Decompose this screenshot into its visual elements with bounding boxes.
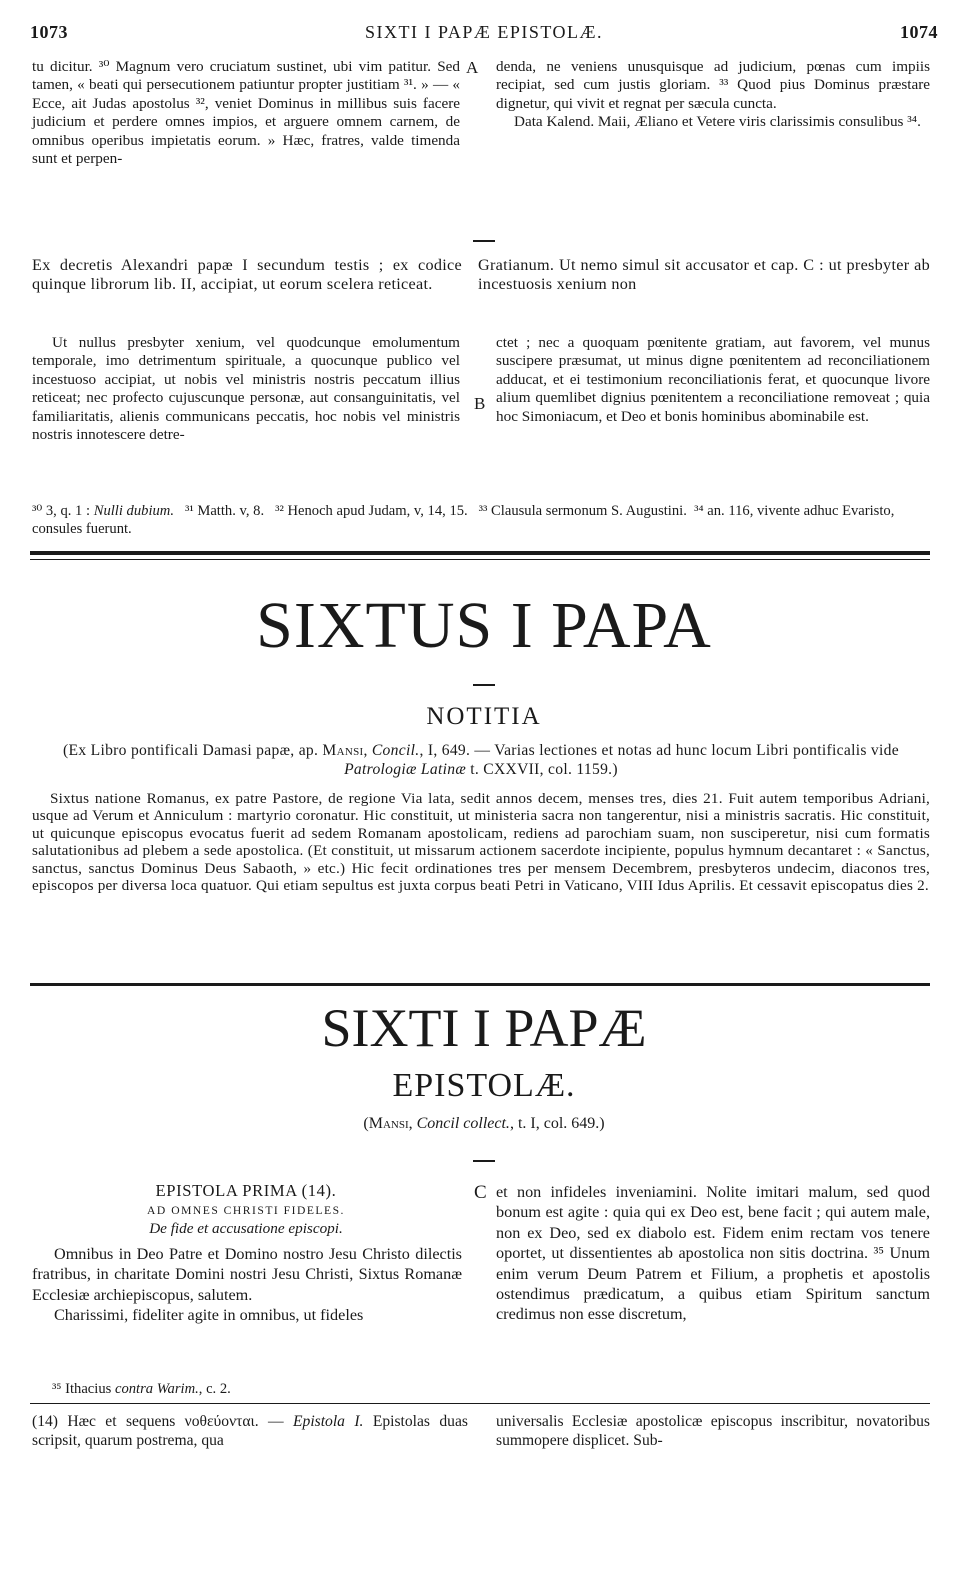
bottom-left-note: (14) Hæc et sequens νοθεύονται. — Epistola I. Epistolas duas scripsit, quarum postrema, qua	[32, 1413, 468, 1449]
top-right-column	[496, 58, 930, 132]
notitia-heading: NOTITIA	[426, 703, 542, 730]
footnote-30-italic: Nulli dubium.	[93, 503, 174, 519]
extract-right: Gratianum. Ut nemo simul sit accusator et cap. C : ut presbyter ab incestuosis xenium non	[478, 256, 930, 293]
notitia-body: Sixtus natione Romanus, ex patre Pastore, de regione Via lata, sedit annos decem, menses tres, dies 21. Fuit autem temporibus Adriani, usque ad Verum et Anniculum : martyrio coronatur. Hic constituit, ut ministeria sacra non tangerentur, nisi a ministris sacratis. Hic constituit, ut quicunque episcopus evocatus fuerit ad sedem Romanam apostolicam, rediens ad parochiam suam, non susciperetur, nisi cum formatis salutationibus ad plebem a sede apostolica. (Et constituit, ut missarum actionem sacerdote incipiente, populus hymnum decantaret : « Sanctus, sanctus, sanctus Dominus Deus Sabaoth, » etc.) Hic fecit ordinationes tres per mensem Decembrem, presbyteros undecim, diaconos tres, episcopos per diversa loca quatuor. Qui etiam sepultus est juxta corpus beati Petri in Vaticano, VIII Idus Aprilis. Et cessavit episcopatus dies 2.	[32, 790, 930, 895]
epistle-title: EPISTOLA PRIMA (14).	[155, 1181, 337, 1200]
top-left-text: tu dicitur. ³⁰ Magnum vero cruciatum sustinet, ubi vim patitur. Sed tamen, « beati qui persecutionem patiuntur propter justitiam ³¹. » — « Ecce, ait Judas apostolus ³², veniet Dominus in millibus suis facere judicium et perdere omnes impios, et arguere omnem carnem, de omnibus operibus impietatis eorum. » Hæc, fratres, valde timenda sunt et perpen-	[32, 58, 460, 168]
middle-right-column	[496, 334, 930, 426]
margin-letter-a: A	[466, 58, 479, 77]
footnote-rule	[30, 1403, 930, 1404]
middle-right-text: ctet ; nec a quoquam pœnitente gratiam, aut favorem, vel munus suscipere præsumat, ut minus digne pœnitentem ad reconciliationem adducat, et ei testimonium reconciliationis ferat, et quocunque livore alium quemlibet dignius pœnitentem a reconciliatione removeat ; quia hoc Simoniacum, et Deo et bonis hominibus abominabile est.	[496, 334, 930, 425]
title-dash	[473, 684, 495, 686]
epistle-right-body: et non infideles inveniamini. Nolite imitari malum, sed quod bonum est agite : quia qui ex Deo est, bene facit ; qui autem male, non ex Deo, sed ex diabolo est. Fidem enim rectam vos tenere oportet, ut dissentientes ab apostolica non sitis doctrina. ³⁵ Unum enim verum Deum Patrem et Filium, a prophetis et apostolis ostendimus prædicatum, a quibus etiam Spiritum sanctum credimus non esse discretum,	[496, 1183, 930, 1324]
footnote-32: ³² Henoch apud Judam, v, 14, 15.	[275, 503, 468, 519]
epistle-left-body	[32, 1244, 462, 1326]
page-number-left: 1073	[30, 22, 68, 42]
section-rule-2	[30, 983, 930, 986]
epistle-description: De fide et accusatione episcopi.	[149, 1220, 343, 1237]
extract-left: Ex decretis Alexandri papæ I secundum testis ; ex codice quinque librorum lib. II, accipiat, ut eorum scelera reticeat.	[32, 256, 462, 293]
epistolae-subtitle: EPISTOLÆ.	[392, 1067, 576, 1104]
notitia-source: (Ex Libro pontificali Damasi papæ, ap. Mansi, Concil., I, 649. — Varias lectiones et notas ad hunc locum Libri pontificalis vide Patrologiæ Latinæ t. CXXVII, col. 1159.)	[63, 742, 899, 778]
epistolae-dash	[473, 1160, 495, 1162]
main-title: SIXTUS I PAPA	[256, 589, 712, 662]
top-right-text-1: denda, ne veniens unusquisque ad judicium, pœnas cum impiis recipiat, sed cum justis gloriam. ³³ Quod pius Dominus præstare dignetur, qui vivit et regnat per sæcula cuncta.	[496, 58, 930, 112]
epistle-heading	[32, 1180, 460, 1238]
epistle-addressee: AD OMNES CHRISTI FIDELES.	[147, 1204, 345, 1217]
middle-left-column	[32, 334, 460, 444]
top-left-column	[32, 58, 460, 168]
footnotes-top	[32, 502, 930, 538]
bottom-right-note: universalis Ecclesiæ apostolicæ episcopus inscribitur, novatoribus summopere displicet. Sub-	[496, 1413, 930, 1449]
footnote-34: ³⁴ an. 116, vivente adhuc Evaristo, consules fuerunt.	[32, 503, 895, 537]
section-rule-thin	[30, 559, 930, 560]
running-title: SIXTI I PAPÆ EPISTOLÆ.	[364, 22, 604, 42]
page-number-right: 1074	[900, 22, 938, 42]
margin-letter-b: B	[474, 394, 486, 413]
section-rule-thick	[30, 551, 930, 555]
footnote-31: ³¹ Matth. v, 8.	[184, 503, 265, 519]
footnote-35: ³⁵ Ithacius contra Warim., c. 2.	[52, 1381, 231, 1397]
margin-letter-c: C	[474, 1182, 487, 1203]
running-header	[30, 22, 938, 48]
top-right-text-2: Data Kalend. Maii, Æliano et Vetere viris clarissimis consulibus ³⁴.	[514, 113, 921, 131]
middle-left-text: Ut nullus presbyter xenium, vel quodcunque emolumentum temporale, imo detrimentum spirituale, a quocunque publico vel incestuoso accipiat, ut nobis vel ministris nostris peccatum illius reticeat; nec profecto cujuscunque personæ, aut consanguinitatis, vel familiaritatis, alienis communicans peccatis, hoc nobis vel ministris nostris innotescere detre-	[32, 334, 460, 444]
epistle-opening: Charissimi, fideliter agite in omnibus, ut fideles	[54, 1306, 364, 1325]
epistolae-source: (Mansi, Concil collect., t. I, col. 649.)	[363, 1115, 605, 1132]
separator-dash	[473, 240, 495, 242]
footnote-30: ³⁰ 3, q. 1 :	[32, 503, 91, 519]
epistle-salutation: Omnibus in Deo Patre et Domino nostro Jesu Christo dilectis fratribus, in charitate Domini nostri Jesu Christi, Sixtus Romanæ Ecclesiæ archiepiscopus, salutem.	[32, 1245, 462, 1304]
epistolae-title: SIXTI I PAPÆ	[321, 998, 647, 1058]
footnote-33: ³³ Clausula sermonum S. Augustini.	[478, 503, 687, 519]
